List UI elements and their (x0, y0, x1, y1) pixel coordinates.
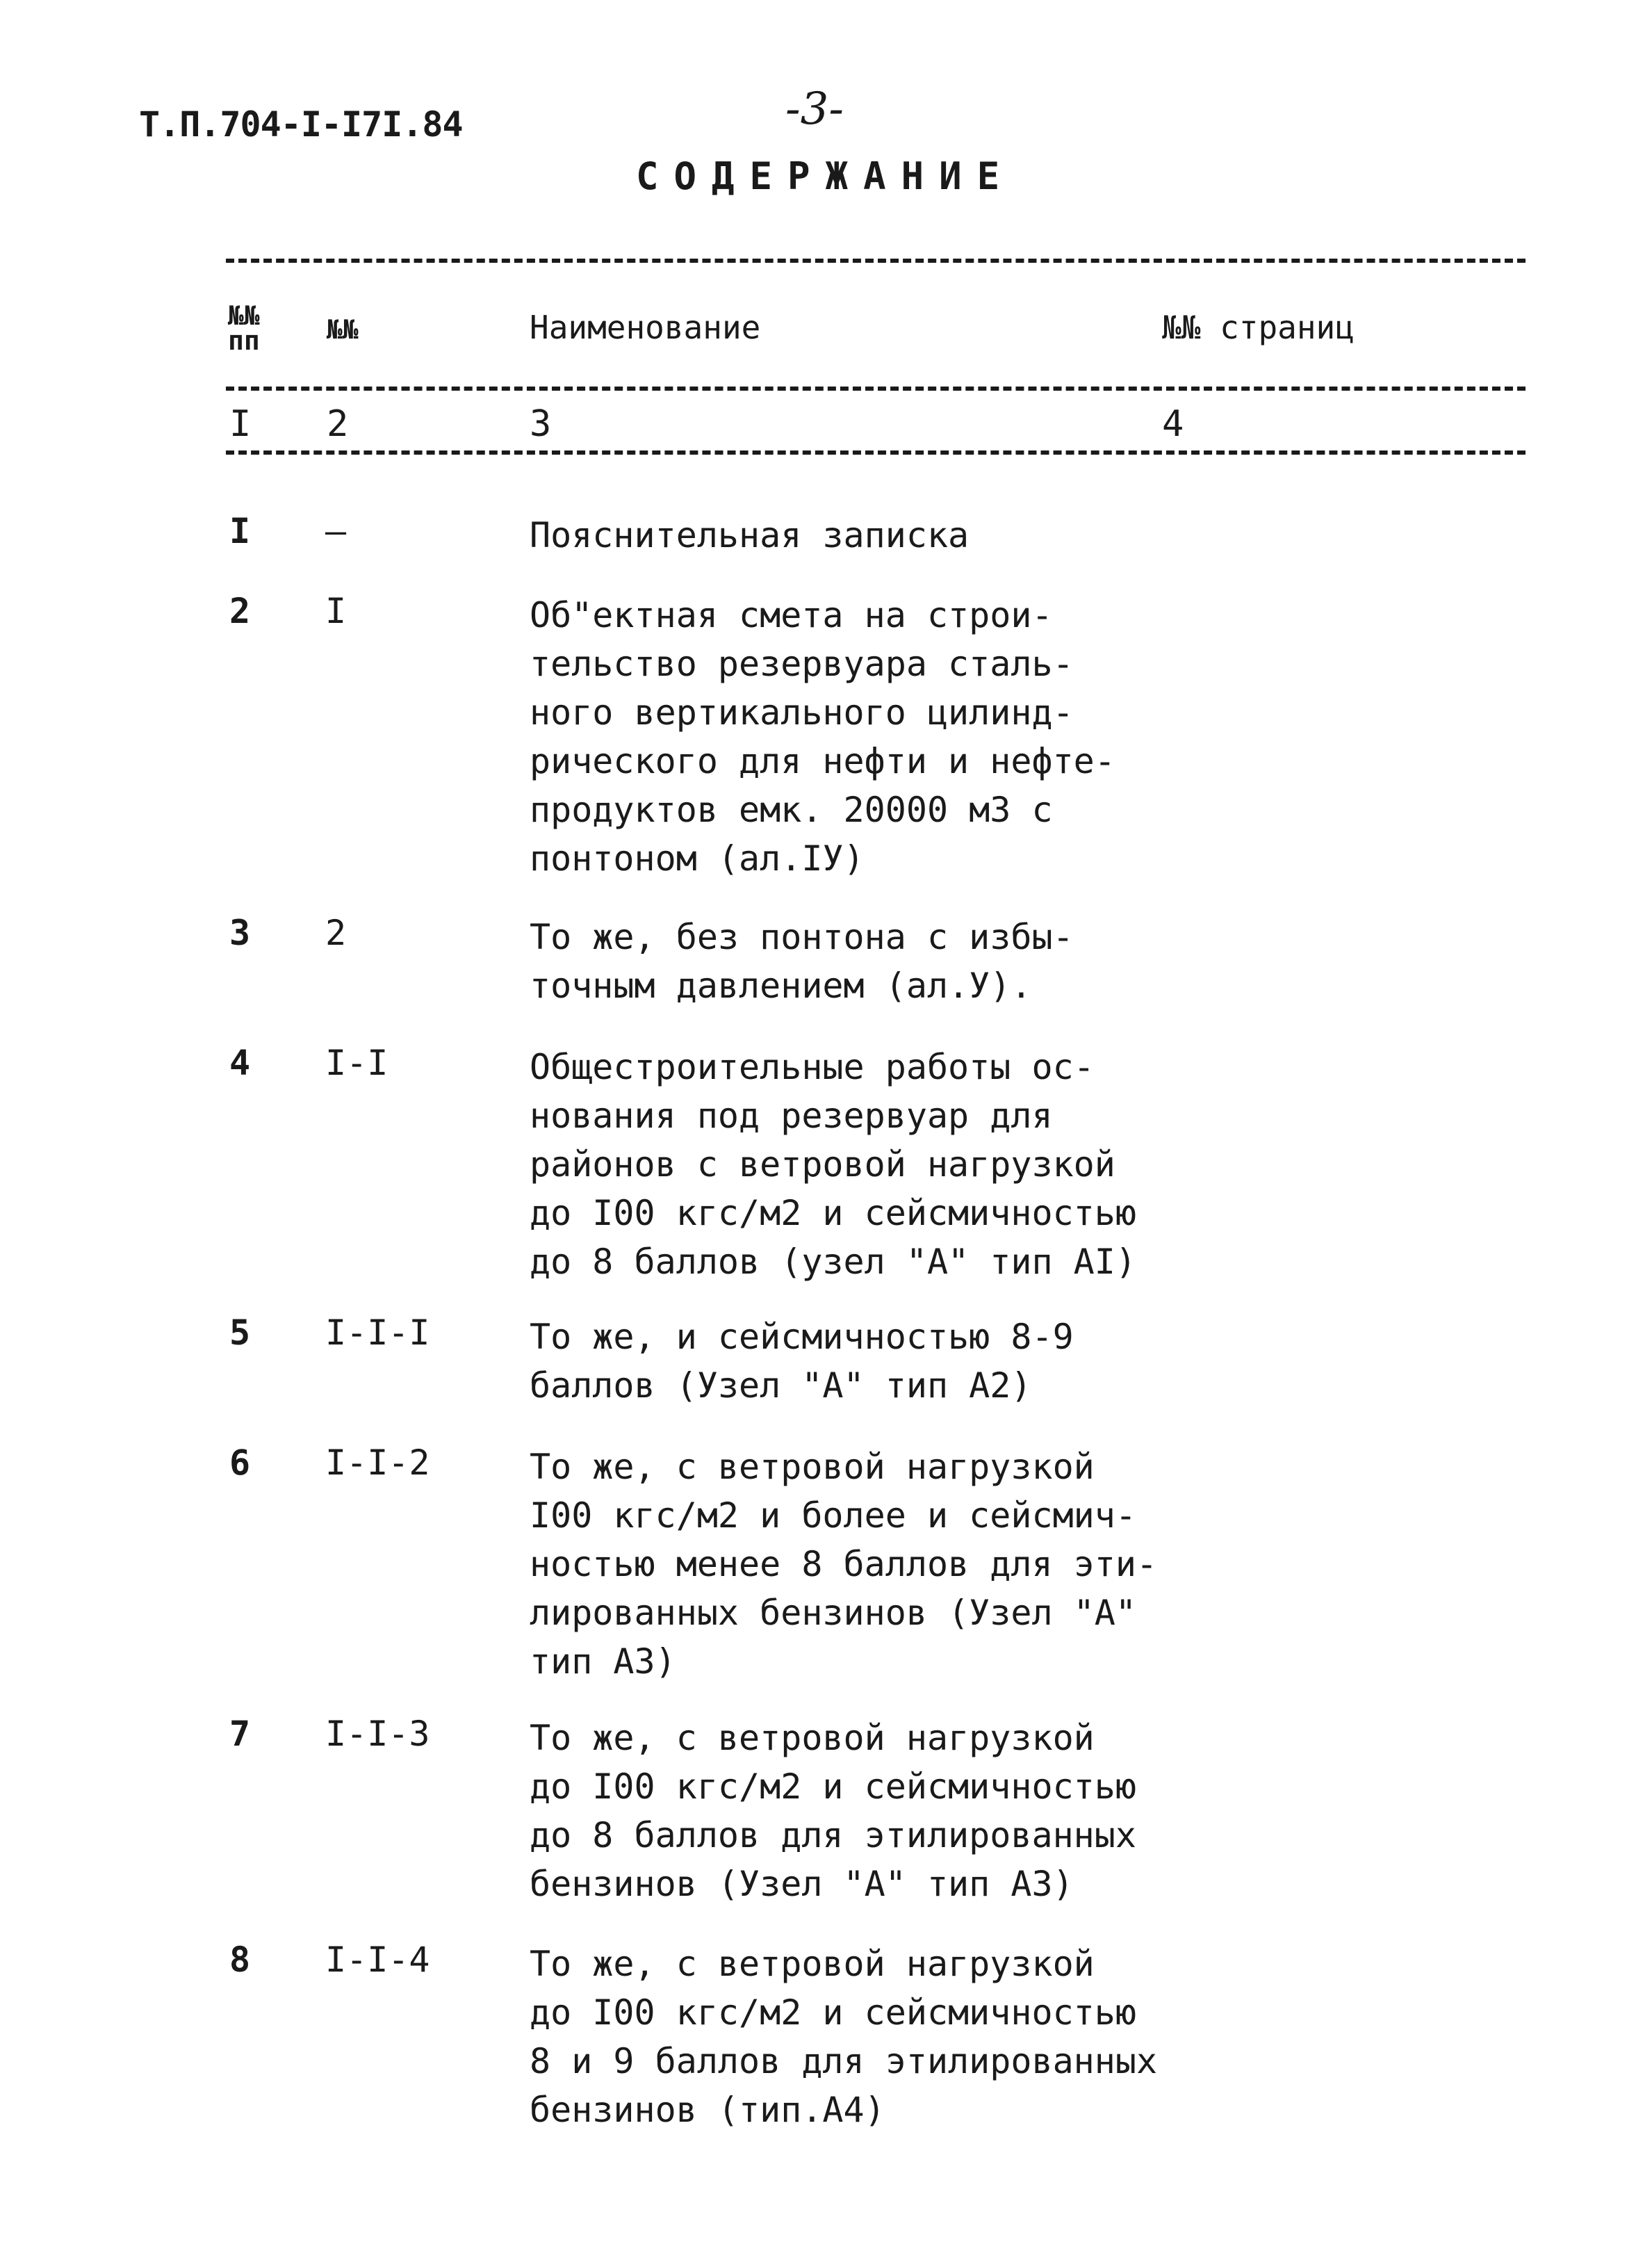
column-header-pp-top: №№ (228, 300, 260, 331)
row-no: I-I-3 (325, 1714, 430, 1754)
row-pp: 6 (229, 1443, 251, 1483)
row-no: I-I-4 (325, 1940, 430, 1980)
row-name: То же, с ветровой нагрузкой I00 кгс/м2 и более и сейсмич- ностью менее 8 баллов для эти- лированных бензинов (Узел "А" тип А3) (530, 1447, 1158, 1682)
column-header-pp (228, 300, 260, 356)
row-no: I-I (325, 1043, 389, 1083)
document-code: Т.П.704-I-I7I.84 (139, 104, 463, 145)
row-no: I-I-I (325, 1313, 430, 1353)
row-name: То же, с ветровой нагрузкой до I00 кгс/м2 и сейсмичностью до 8 баллов для этилированных бензинов (Узел "А" тип А3) (530, 1718, 1136, 1904)
row-pp: I (229, 511, 251, 551)
row-no: I (325, 591, 347, 631)
row-pp: 7 (229, 1714, 251, 1754)
column-number-3: 3 (530, 403, 552, 445)
column-number-1: I (229, 403, 252, 445)
row-pp: 4 (229, 1043, 251, 1083)
page-number: -3- (785, 83, 844, 135)
row-name: То же, и сейсмичностью 8-9 баллов (Узел "А" тип А2) (530, 1317, 1074, 1406)
column-header-no: №№ (327, 314, 359, 345)
row-no: – (325, 511, 347, 551)
column-number-2: 2 (327, 403, 349, 445)
row-name: Пояснительная записка (530, 515, 970, 555)
column-header-name: Наименование (530, 309, 761, 346)
row-name: Об"ектная смета на строи- тельство резервуара сталь- ного вертикального цилинд- рического для нефти и нефте- продуктов емк. 20000 м3 с понтоном (ал.IУ) (530, 595, 1115, 879)
row-name: То же, без понтона с избы- точным давлением (ал.У). (530, 917, 1074, 1006)
column-header-pages: №№ страниц (1162, 309, 1355, 346)
page-title: СОДЕРЖАНИЕ (636, 154, 1015, 198)
table-top-rule (226, 259, 1526, 263)
column-header-pp-bottom: пп (228, 325, 260, 356)
row-pp: 2 (229, 591, 251, 631)
row-pp: 5 (229, 1313, 251, 1353)
row-no: I-I-2 (325, 1443, 430, 1483)
column-number-4: 4 (1162, 403, 1184, 445)
column-numbers-rule (226, 450, 1526, 455)
row-name: То же, с ветровой нагрузкой до I00 кгс/м2 и сейсмичностью 8 и 9 баллов для этилированных бензинов (тип.А4) (530, 1944, 1158, 2130)
header-rule (226, 387, 1526, 391)
row-pp: 3 (229, 913, 251, 953)
row-name: Общестроительные работы ос- нования под резервуар для районов с ветровой нагрузкой до I00 кгс/м2 и сейсмичностью до 8 баллов (узел "А" тип АI) (530, 1047, 1136, 1282)
row-pp: 8 (229, 1940, 251, 1980)
row-no: 2 (325, 913, 347, 953)
